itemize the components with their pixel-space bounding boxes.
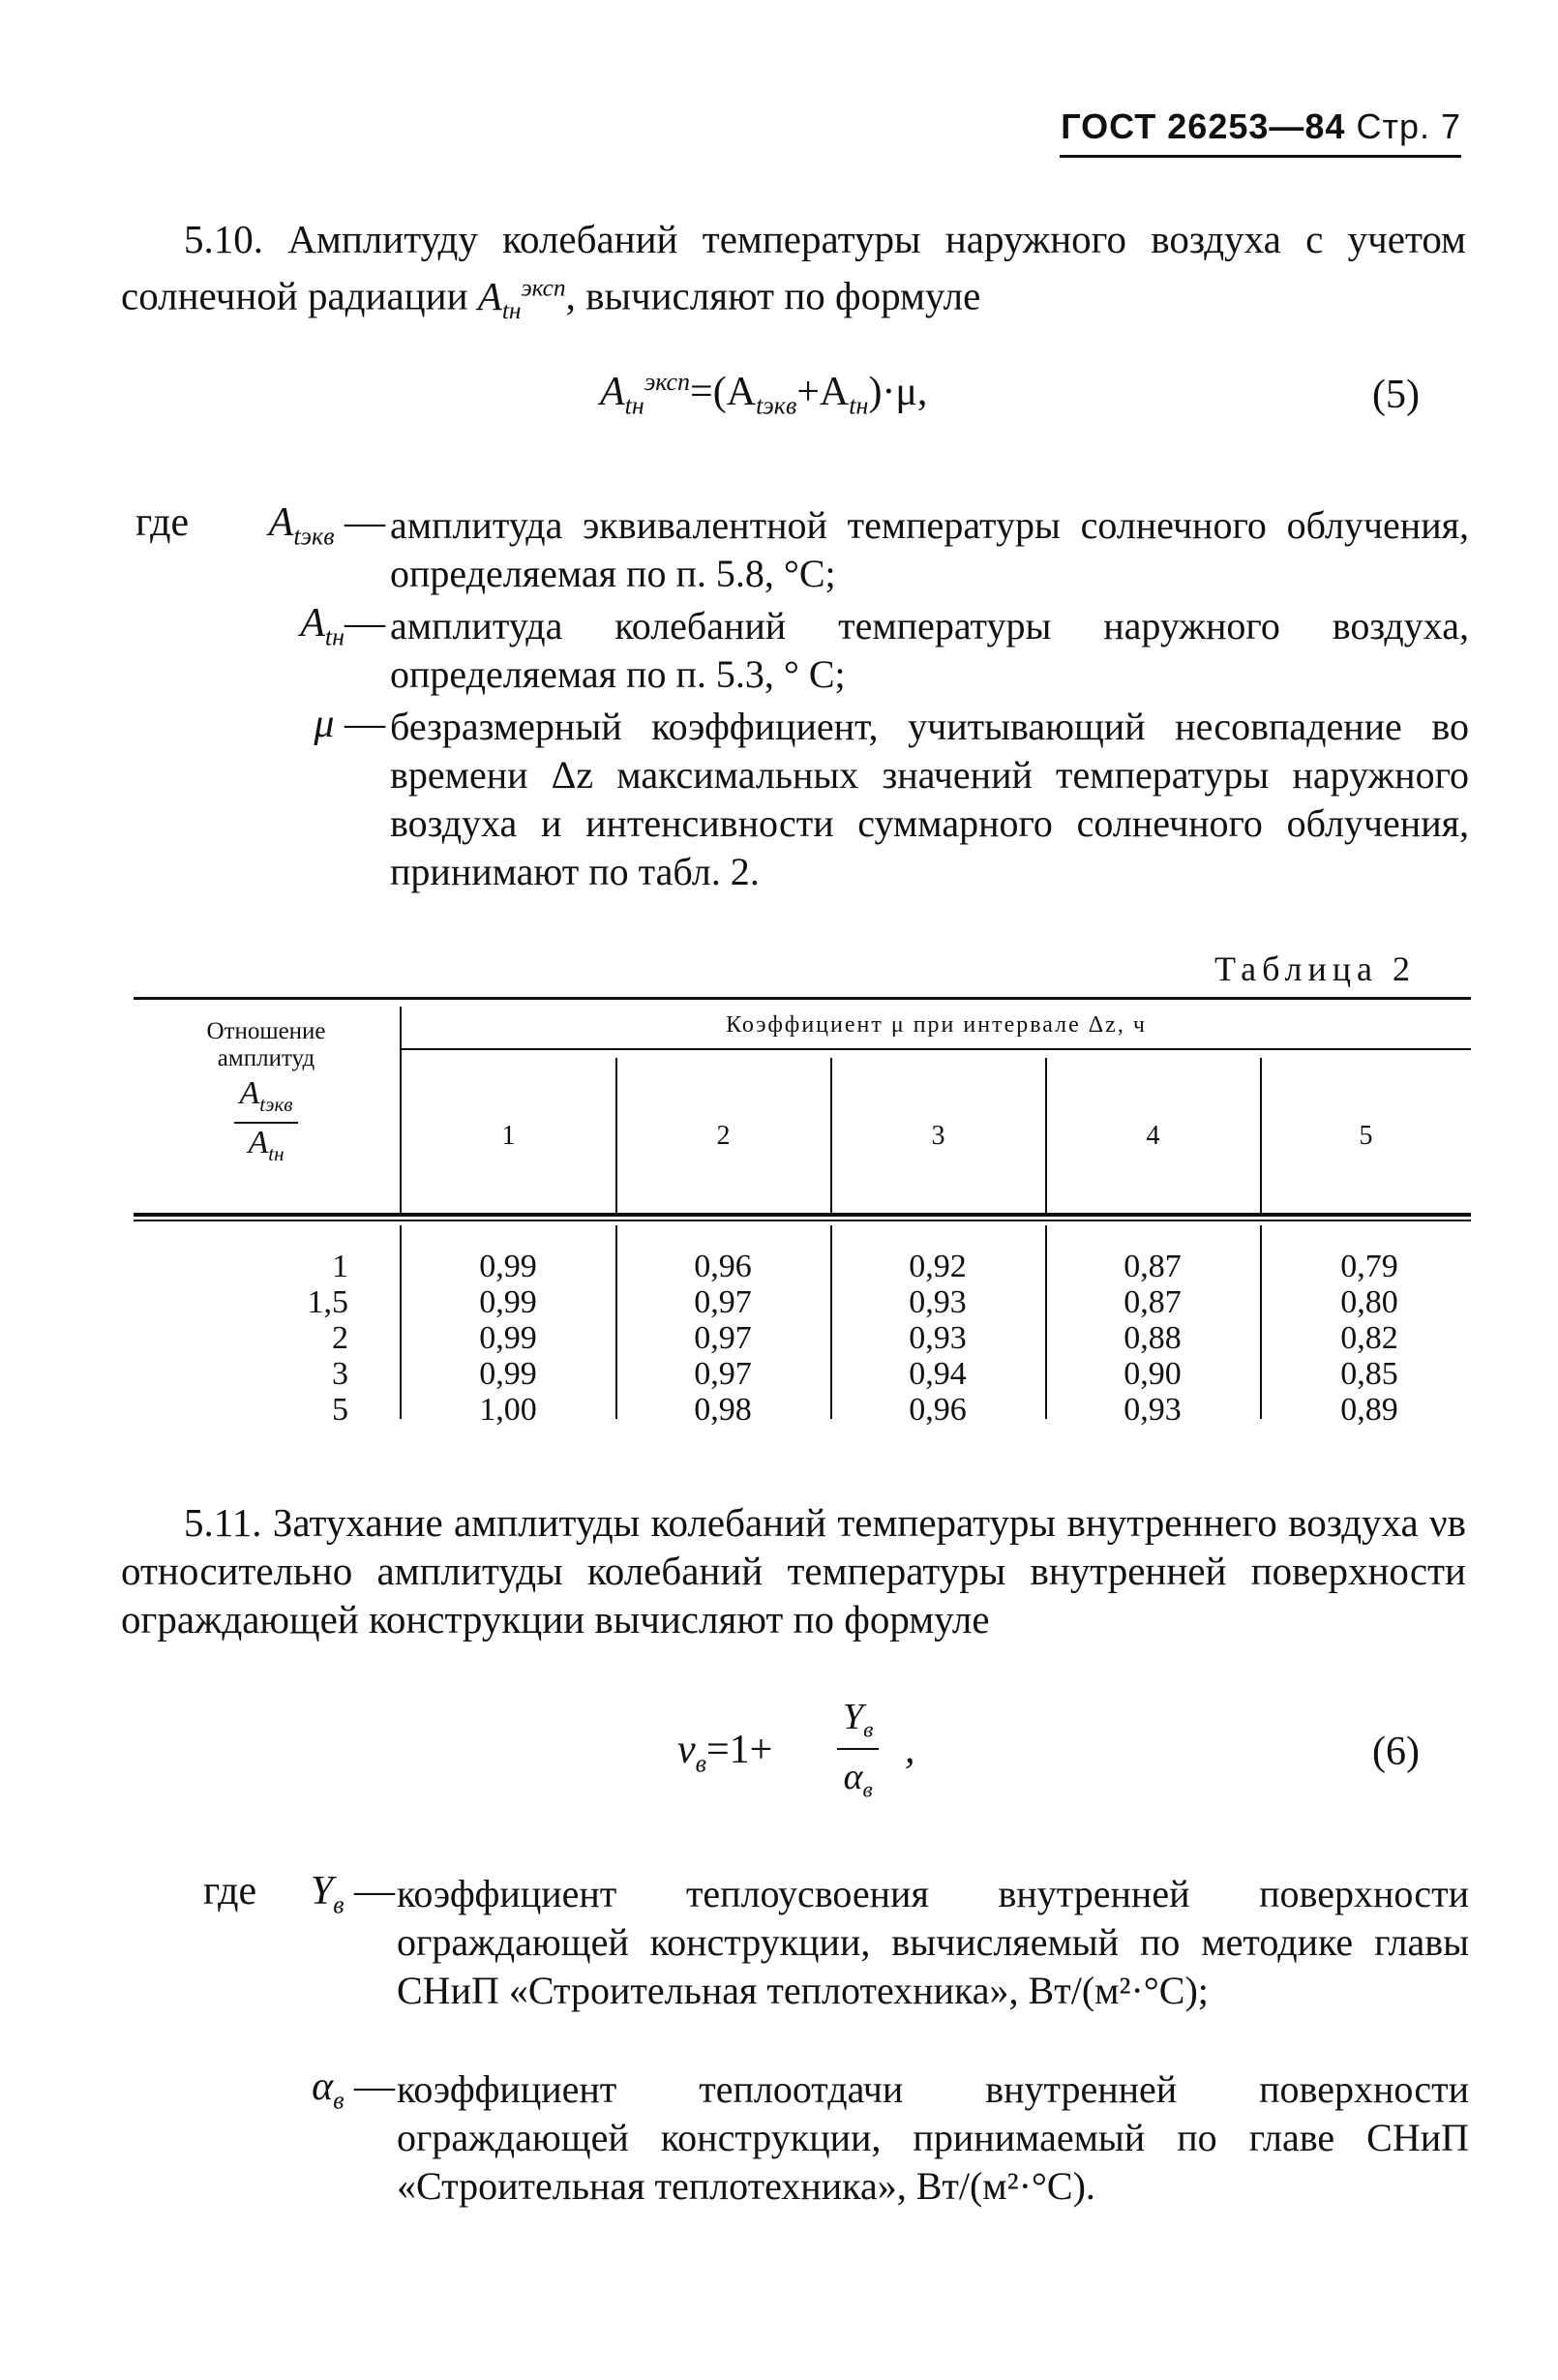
section-5-10-intro [121,215,1466,335]
table-cell: 0,93 [909,1320,967,1356]
table-cell: 3 [332,1356,348,1392]
table-cell: 0,99 [479,1356,537,1392]
table-cell: 0,97 [694,1356,752,1392]
table-cell: 0,96 [694,1249,752,1284]
value-column-3 [870,1249,1005,1428]
table-cell: 0,97 [694,1284,752,1320]
where-label-2: где [203,1869,257,1913]
def-symbol-a-tn: $A_{tн}—$ [300,601,385,651]
ratio-fraction: $\frac{A_{tэкв}}{A_{tн}}$ [234,1080,299,1167]
table-cell: 0,93 [1124,1392,1182,1428]
def-text-y-v: коэффициент теплоусвоения внутренней поверхности ограждающей конструкции, вычисляемый по методике главы СНиП «Строительная теплотехника», Вт/(м²·°С); [397,1872,1469,2012]
interval-header-1: 1 [501,1121,516,1151]
table-cell: 0,92 [909,1249,967,1284]
table-group-rule [402,1048,1471,1050]
table-cell: 0,96 [909,1392,967,1428]
def-text-mu: безразмерный коэффициент, учитывающий несовпадение во времени Δz максимальных значений температуры наружного воздуха и интенсивности суммарного солнечного облучения, принимают по табл. 2. [390,705,1469,893]
standard-number: ГОСТ 26253—84 [1061,106,1346,146]
equation-number-6: (6) [1372,1730,1420,1774]
table-cell: 0,99 [479,1320,537,1356]
value-column-5 [1302,1249,1437,1428]
def-symbol-a-teqv: $A_{tэкв}$ — [268,500,385,551]
interval-header-5: 5 [1359,1121,1373,1151]
table-cell: 0,99 [479,1249,537,1284]
formula-6-fraction: $Y_в$ $\alpha_в$ [837,1696,879,1803]
equation-number-5: (5) [1372,373,1420,417]
value-column-4 [1085,1249,1220,1428]
table-cell: 2 [332,1320,348,1356]
table-cell: 0,82 [1340,1320,1398,1356]
table-vline-2-body [830,1225,832,1419]
table-cell: 0,89 [1340,1392,1398,1428]
section-5-10-text-end: , вычисляют по формуле [565,273,981,318]
def-symbol-y-v: $Y_в$ — [310,1869,395,1919]
table-cell: 0,80 [1340,1284,1398,1320]
value-column-2 [655,1249,791,1428]
table-cell: 0,93 [909,1284,967,1320]
section-5-11-intro: 5.11. Затухание амплитуды колебаний температуры внутреннего воздуха νв относительно амплитуды колебаний температуры внутренней поверхности ограждающей конструкции вычисляют по формуле [121,1500,1466,1642]
formula-6: $\nu_в=1+$ [677,1728,773,1778]
table-cell: 0,90 [1124,1356,1182,1392]
where-label: где [135,500,190,545]
interval-header-2: 2 [716,1121,731,1151]
formula-6-comma: , [905,1728,915,1772]
def-symbol-mu: μ — [314,702,385,746]
table-col0-header: Отношение амплитуд $\frac{A_{tэкв}}{A_{tн}}$ [206,1018,326,1165]
value-column-1 [440,1249,576,1428]
table-cell: 5 [332,1392,348,1428]
table-caption: Таблица 2 [1214,949,1416,988]
def-text-alpha-v: коэффициент теплоотдачи внутренней поверхности ограждающей конструкции, принимаемый по главе СНиП «Строительная теплотехника», Вт/(м²·°С). [397,2067,1469,2208]
table-vline-1-body [615,1225,617,1419]
table-cell: 0,98 [694,1392,752,1428]
page-header [1060,106,1461,158]
formula-5: $A_{tн}^{эксп}=(A_{tэкв}+A_{tн})\cdot\mu$, [600,368,928,420]
def-text-a-teqv: амплитуда эквивалентной температуры солнечного облучения, определяемая по п. 5.8, °С; [390,503,1469,595]
table-cell: 1,00 [479,1392,537,1428]
table-cell: 1,5 [307,1284,348,1320]
table-cell: 0,87 [1124,1249,1182,1284]
ratio-column [135,1249,348,1428]
interval-header-4: 4 [1146,1121,1160,1151]
table-vline-0-body [400,1225,402,1419]
section-5-10-text: 5.10. Амплитуду колебаний температуры наружного воздуха с учетом солнечной радиации [121,217,1466,318]
table-vline-4-body [1260,1225,1262,1419]
table-cell: 0,99 [479,1284,537,1320]
table-cell: 0,94 [909,1356,967,1392]
table-cell: 0,97 [694,1320,752,1356]
table-group-header: Коэффициент μ при интервале Δz, ч [726,1012,1147,1038]
table-cell: 0,85 [1340,1356,1398,1392]
page-number: Стр. 7 [1356,106,1461,146]
table-cell: 0,88 [1124,1320,1182,1356]
table-top-rule [134,997,1471,1000]
table-cell: 0,79 [1340,1249,1398,1284]
def-text-a-tn: амплитуда колебаний температуры наружного воздуха, определяемая по п. 5.3, ° С; [390,604,1469,696]
table-vline-3-body [1045,1225,1047,1419]
inline-symbol: $A_{tн}^{эксп}$ [477,273,566,324]
table-header-rule [134,1213,1471,1221]
interval-header-3: 3 [931,1121,945,1151]
def-symbol-alpha-v: $\alpha_в$ — [312,2064,395,2115]
table-cell: 0,87 [1124,1284,1182,1320]
table-cell: 1 [332,1249,348,1284]
